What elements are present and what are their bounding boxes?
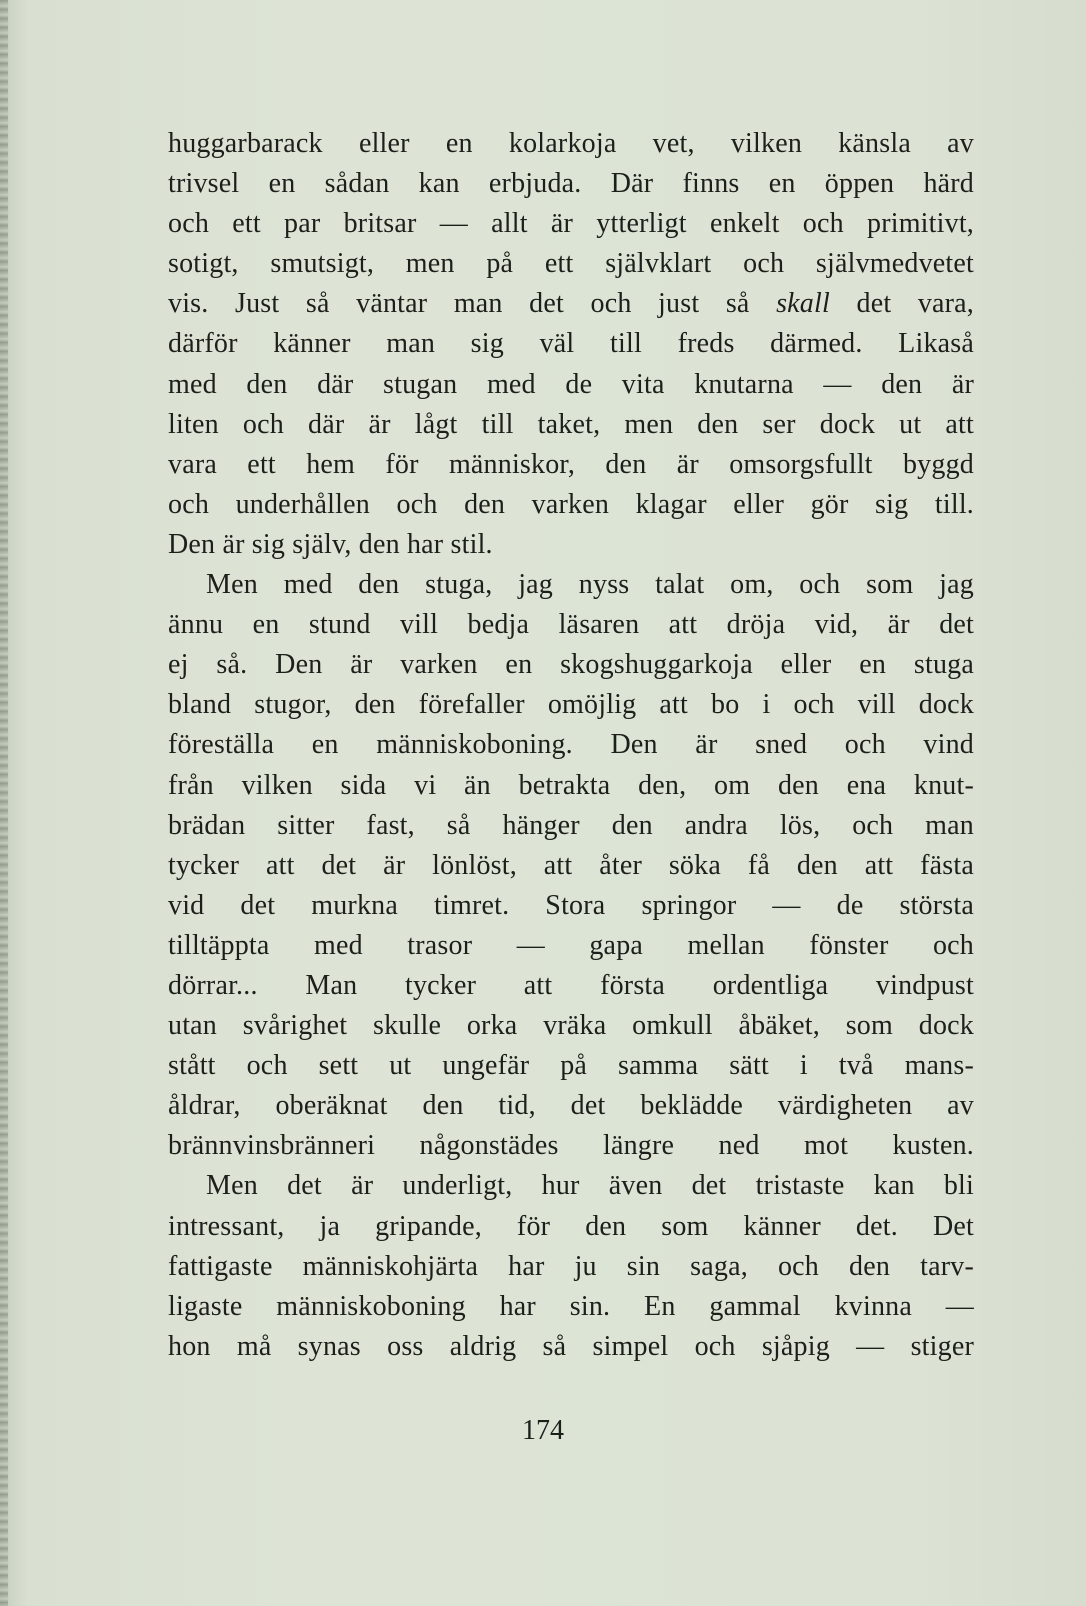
paragraph-start-line: Men det är underligt, hur även det tristaste kan bli xyxy=(206,1170,974,1202)
text-line: ej så. Den är varken en skogshuggarkoja eller en stuga xyxy=(168,649,974,681)
page-number: 174 xyxy=(522,1415,564,1446)
text-line: och underhållen och den varken klagar eller gör sig till. xyxy=(168,488,974,520)
text-line: ligaste människoboning har sin. En gammal kvinna — xyxy=(168,1290,974,1322)
page-gutter xyxy=(0,0,8,1606)
text-line: vis. Just så väntar man det och just så skall det vara, xyxy=(168,288,975,320)
text-line: utan svårighet skulle orka vräka omkull åbäket, som dock xyxy=(168,1010,974,1042)
text-line: med den där stugan med de vita knutarna — den är xyxy=(168,368,974,400)
text-line: ännu en stund vill bedja läsaren att dröja vid, är det xyxy=(168,609,974,641)
body-text xyxy=(168,124,974,1367)
text-line-with-italic xyxy=(168,284,974,324)
text-line: från vilken sida vi än betrakta den, om den ena knut- xyxy=(168,769,974,801)
text-line: dörrar... Man tycker att första ordentliga vindpust xyxy=(168,969,974,1001)
text-line: fattigaste människohjärta har ju sin saga, och den tarv- xyxy=(168,1250,974,1282)
text-line: vid det murkna timret. Stora springor — de största xyxy=(168,889,974,921)
text-line: åldrar, oberäknat den tid, det beklädde värdigheten av xyxy=(168,1090,974,1122)
paragraph-end-line: Den är sig själv, den har stil. xyxy=(168,528,493,560)
text-line: stått och sett ut ungefär på samma sätt i två mans- xyxy=(168,1050,974,1082)
text-line: tycker att det är lönlöst, att åter söka få den att fästa xyxy=(168,849,974,881)
text-line: huggarbarack eller en kolarkoja vet, vilken känsla av xyxy=(168,128,974,159)
text-line: liten och där är lågt till taket, men den ser dock ut att xyxy=(168,408,974,440)
italic-word: skall xyxy=(776,288,830,320)
text-line: därför känner man sig väl till freds därmed. Likaså xyxy=(168,328,974,360)
text-line: trivsel en sådan kan erbjuda. Där finns en öppen härd xyxy=(168,168,974,200)
text-line: sotigt, smutsigt, men på ett självklart och självmedvetet xyxy=(168,248,974,280)
text-line: tilltäppta med trasor — gapa mellan fönster och xyxy=(168,929,974,961)
text-line: bland stugor, den förefaller omöjlig att bo i och vill dock xyxy=(168,689,974,721)
paragraph-end-line: brännvinsbränneri någonstädes längre ned mot kusten. xyxy=(168,1130,974,1162)
text-line: brädan sitter fast, så hänger den andra lös, och man xyxy=(168,809,974,841)
text-line: intressant, ja gripande, för den som känner det. Det xyxy=(168,1210,974,1242)
text-line: vara ett hem för människor, den är omsorgsfullt byggd xyxy=(168,448,974,480)
text-line: hon må synas oss aldrig så simpel och sjåpig — stiger xyxy=(168,1330,974,1362)
paragraph-start-line: Men med den stuga, jag nyss talat om, och som jag xyxy=(206,569,974,601)
text-line: och ett par britsar — allt är ytterligt enkelt och primitivt, xyxy=(168,208,974,240)
text-line: föreställa en människoboning. Den är sned och vind xyxy=(168,729,974,761)
